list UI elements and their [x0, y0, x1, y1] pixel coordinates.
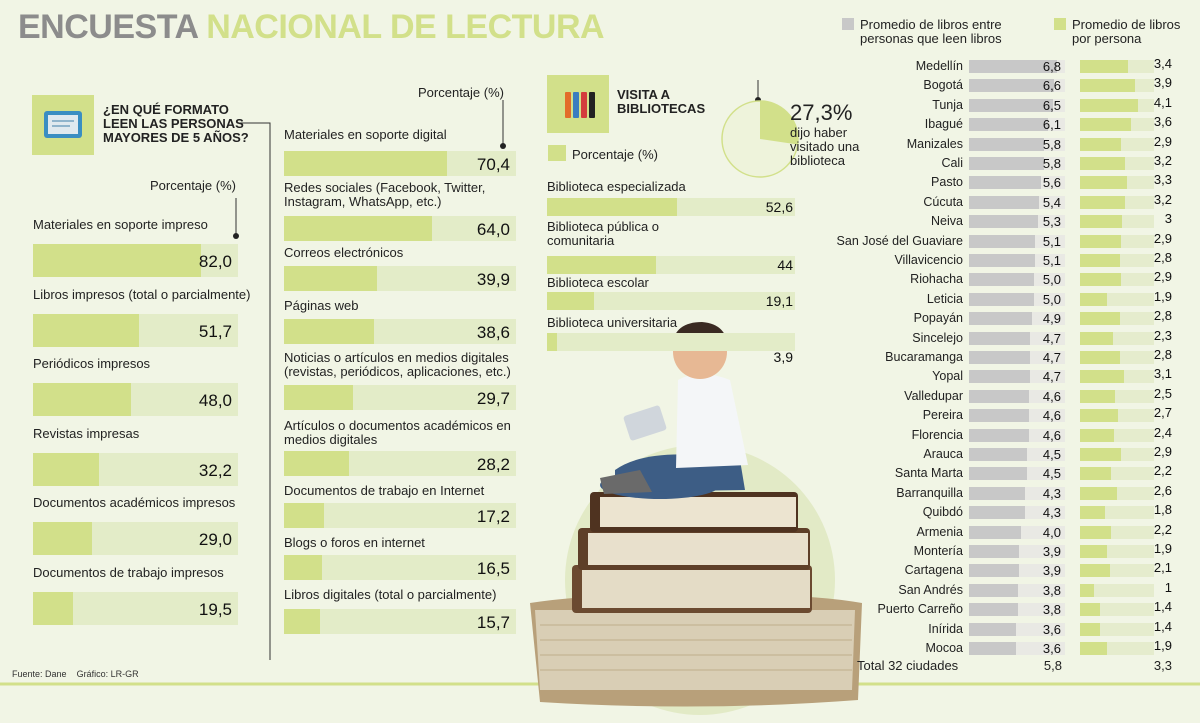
formato-value-label: 32,2 [198, 460, 232, 480]
city-green-value: 3,9 [1153, 75, 1172, 91]
city-gray-bar [969, 603, 1018, 616]
city-green-bar [1080, 351, 1120, 364]
city-label: Bucaramanga [885, 350, 963, 364]
city-gray-value: 5,0 [1042, 272, 1061, 288]
city-green-value: 3,1 [1153, 366, 1172, 382]
city-label: Florencia [911, 427, 963, 442]
city-green-value: 2,2 [1153, 521, 1172, 537]
city-green-bar [1080, 138, 1121, 151]
digital-category-label: Libros digitales (total o parcialmente) [284, 587, 497, 602]
biblioteca-bar [547, 256, 656, 274]
city-green-value: 2,2 [1153, 463, 1172, 479]
city-label: Barranquilla [896, 485, 963, 500]
digital-value-label: 15,7 [476, 613, 510, 632]
city-gray-bar [969, 584, 1018, 597]
city-gray-value: 5,0 [1042, 291, 1061, 307]
digital-bar-track [284, 503, 516, 528]
biblioteca-category-label: Biblioteca especializada [547, 179, 686, 194]
city-green-bar [1080, 603, 1100, 616]
source-label: Fuente: Dane [12, 669, 67, 679]
digital-value-label: 16,5 [476, 559, 510, 578]
city-gray-bar [969, 545, 1019, 558]
city-green-bar [1080, 487, 1117, 500]
biblioteca-value-label: 19,1 [765, 293, 793, 309]
city-gray-value: 3,8 [1042, 602, 1061, 618]
city-green-value: 1,4 [1153, 618, 1172, 634]
digital-value-label: 70,4 [476, 155, 510, 174]
page-title [18, 8, 604, 47]
digital-value-label: 38,6 [476, 323, 510, 342]
city-label: Pasto [931, 175, 963, 190]
city-gray-value: 3,9 [1042, 544, 1061, 559]
city-green-bar [1080, 176, 1127, 189]
formato-bar-track [33, 383, 238, 416]
city-green-bar [1080, 157, 1125, 170]
city-label: Sincelejo [912, 330, 963, 345]
city-green-value: 2,9 [1153, 133, 1172, 149]
formato-bar [33, 383, 131, 416]
city-green-bar [1080, 429, 1114, 442]
city-gray-value: 4,9 [1042, 311, 1061, 327]
city-label: Bogotá [923, 78, 963, 93]
city-label: San Andrés [898, 582, 963, 597]
total-gray-value: 5,8 [1043, 658, 1062, 673]
city-label: Puerto Carreño [877, 602, 963, 617]
city-green-value: 3,4 [1153, 56, 1172, 71]
formato-category-label: Documentos académicos impresos [33, 495, 236, 510]
city-label: Medellín [915, 59, 963, 73]
city-green-value: 3,2 [1153, 153, 1172, 168]
digital-unit-label: Porcentaje (%) [418, 85, 504, 100]
formato-bar [33, 592, 73, 625]
formato-icon-box [32, 95, 94, 155]
books-icon [547, 75, 609, 133]
city-gray-value: 5,1 [1042, 253, 1061, 268]
formato-bar [33, 244, 201, 277]
formato-unit-label: Porcentaje (%) [150, 178, 236, 193]
city-label: Cúcuta [923, 194, 963, 209]
city-gray-value: 6,5 [1042, 97, 1061, 113]
city-label: Leticia [926, 291, 963, 306]
city-green-bar [1080, 564, 1110, 577]
city-green-value: 2,4 [1153, 424, 1172, 440]
city-green-value: 2,7 [1153, 405, 1172, 421]
city-label: Inírida [928, 621, 963, 636]
city-label: Arauca [923, 447, 963, 461]
digital-bar [284, 319, 374, 344]
city-label: Montería [913, 544, 963, 558]
city-gray-value: 3,8 [1042, 582, 1061, 598]
city-green-bar [1080, 60, 1128, 73]
city-label: Neiva [931, 214, 963, 229]
city-green-value: 2,9 [1153, 269, 1172, 285]
city-green-value: 2,3 [1153, 327, 1172, 343]
formato-value-label: 82,0 [198, 252, 232, 271]
city-green-bar [1080, 390, 1115, 403]
biblioteca-category-label: Biblioteca escolar [547, 275, 649, 290]
city-gray-bar [969, 564, 1019, 577]
city-gray-value: 3,6 [1042, 641, 1061, 656]
digital-value-label: 17,2 [476, 507, 510, 526]
city-gray-value: 4,6 [1042, 388, 1061, 404]
city-green-value: 1,9 [1153, 288, 1172, 304]
city-label: Quibdó [922, 505, 963, 520]
digital-bar-track [284, 555, 516, 580]
city-gray-bar [969, 642, 1016, 655]
formato-bar-track [33, 244, 238, 277]
city-green-bar [1080, 584, 1094, 597]
city-green-bar [1080, 235, 1121, 248]
bibliotecas-title: VISITA A BIBLIOTECAS [617, 87, 706, 116]
city-green-value: 2,6 [1153, 482, 1172, 498]
digital-value-label: 39,9 [476, 270, 510, 289]
biblioteca-bar [547, 333, 557, 351]
legend-swatch-gray [842, 18, 854, 30]
digital-bar [284, 555, 322, 580]
city-gray-value: 4,6 [1042, 408, 1061, 424]
city-green-value: 1,8 [1153, 502, 1172, 518]
city-gray-value: 5,4 [1042, 194, 1061, 210]
city-gray-bar [969, 526, 1021, 539]
city-green-bar [1080, 642, 1107, 655]
title-part2: NACIONAL DE LECTURA [206, 8, 605, 46]
city-green-bar [1080, 196, 1125, 209]
digital-category-label: Páginas web [284, 298, 359, 313]
digital-bar [284, 451, 349, 476]
city-label: Pereira [922, 408, 963, 423]
legend-label-gray: Promedio de libros entre personas que leen libros [860, 17, 1002, 46]
digital-bar [284, 266, 377, 291]
city-green-value: 2,8 [1153, 347, 1172, 362]
formato-category-label: Documentos de trabajo impresos [33, 564, 224, 580]
city-green-value: 1,4 [1153, 599, 1172, 615]
digital-bar [284, 503, 324, 528]
city-gray-value: 6,8 [1042, 59, 1061, 74]
city-gray-value: 3,6 [1042, 621, 1061, 637]
formato-value-label: 48,0 [198, 391, 232, 410]
biblioteca-category-label: Biblioteca universitaria [547, 315, 678, 330]
city-green-value: 2,5 [1153, 385, 1172, 401]
city-green-value: 4,1 [1153, 94, 1172, 110]
formato-bar [33, 522, 92, 555]
city-gray-value: 4,3 [1042, 505, 1061, 521]
biblioteca-bar [547, 198, 677, 216]
city-label: Valledupar [904, 388, 963, 403]
city-green-value: 2,9 [1153, 230, 1172, 246]
city-green-bar [1080, 448, 1121, 461]
formato-category-label: Materiales en soporte impreso [33, 217, 208, 232]
city-green-bar [1080, 79, 1135, 92]
digital-bar-track [284, 216, 516, 241]
city-green-bar [1080, 312, 1120, 325]
city-gray-value: 5,6 [1042, 175, 1061, 191]
city-label: Popayán [913, 311, 963, 326]
formato-bar-track [33, 592, 238, 625]
city-green-bar [1080, 370, 1124, 383]
title-part1: ENCUESTA [18, 8, 198, 46]
city-label: Tunja [932, 97, 963, 112]
bibliotecas-icon-box [547, 75, 609, 133]
city-gray-value: 5,8 [1042, 156, 1061, 171]
digital-bar-track [284, 319, 516, 344]
city-green-bar [1080, 215, 1122, 228]
credit-label: Gráfico: LR-GR [76, 669, 139, 679]
city-gray-value: 6,6 [1042, 78, 1061, 94]
pie-annotation: dijo haber visitado una biblioteca [790, 125, 860, 168]
formato-bar [33, 314, 139, 347]
biblioteca-value-label: 3,9 [773, 349, 793, 365]
city-green-value: 2,9 [1153, 444, 1172, 459]
city-green-bar [1080, 254, 1120, 267]
city-gray-bar [969, 623, 1016, 636]
source-credit [12, 669, 139, 679]
pie-value-label: 27,3% [790, 100, 853, 125]
digital-bar-track [284, 151, 516, 176]
tablet-icon [32, 95, 94, 155]
city-label: Manizales [906, 136, 963, 151]
formato-bar-track [33, 522, 238, 555]
digital-bar [284, 385, 353, 410]
biblioteca-bar [547, 292, 594, 310]
legend-label-green: Promedio de libros por persona [1072, 17, 1181, 46]
digital-category-label: Blogs o foros en internet [284, 535, 425, 550]
digital-category-label: Redes sociales (Facebook, Twitter, Instagram, WhatsApp, etc.) [284, 180, 486, 209]
city-gray-value: 4,5 [1042, 466, 1061, 482]
city-gray-value: 3,9 [1042, 563, 1061, 579]
formato-bar [33, 453, 99, 486]
formato-category-label: Revistas impresas [33, 425, 140, 441]
digital-value-label: 64,0 [476, 220, 510, 239]
city-green-bar [1080, 545, 1107, 558]
city-gray-value: 4,7 [1042, 330, 1061, 346]
digital-bar-track [284, 385, 516, 410]
digital-category-label: Materiales en soporte digital [284, 127, 447, 142]
city-gray-value: 4,5 [1042, 447, 1061, 462]
formato-category-label: Periódicos impresos [33, 356, 151, 371]
legend-swatch-green [1054, 18, 1066, 30]
digital-bar-track [284, 609, 516, 634]
digital-bar [284, 216, 432, 241]
city-green-bar [1080, 409, 1118, 422]
digital-value-label: 28,2 [476, 455, 510, 474]
city-gray-value: 5,3 [1042, 214, 1061, 230]
formato-value-label: 19,5 [198, 599, 232, 619]
biblioteca-value-label: 52,6 [765, 199, 793, 215]
city-green-value: 1,9 [1153, 638, 1172, 653]
total-green-value: 3,3 [1153, 658, 1172, 673]
city-green-value: 3 [1164, 211, 1172, 227]
city-green-bar [1080, 506, 1105, 519]
city-label: Riohacha [910, 272, 963, 287]
city-gray-value: 5,1 [1042, 233, 1061, 249]
digital-category-label: Artículos o documentos académicos en medios digitales [284, 418, 511, 447]
city-label: Ibagué [924, 117, 963, 132]
city-gray-value: 6,1 [1042, 117, 1061, 133]
city-green-value: 1,9 [1153, 541, 1172, 556]
biblioteca-category-label: Biblioteca pública o comunitaria [547, 219, 660, 248]
digital-bar [284, 151, 447, 176]
city-gray-value: 4,3 [1042, 485, 1061, 501]
digital-bar-track [284, 266, 516, 291]
city-green-value: 2,1 [1153, 560, 1172, 576]
city-gray-value: 4,7 [1042, 350, 1061, 365]
city-label: Armenia [916, 524, 963, 539]
digital-value-label: 29,7 [476, 389, 510, 408]
city-green-bar [1080, 293, 1107, 306]
total-label: Total 32 ciudades [857, 658, 959, 673]
bibliotecas-unit-label: Porcentaje (%) [572, 147, 658, 162]
digital-bar-track [284, 451, 516, 476]
city-label: San José del Guaviare [836, 233, 963, 248]
formato-bar-track [33, 314, 238, 347]
city-label: Mocoa [925, 641, 963, 655]
city-green-bar [1080, 273, 1121, 286]
bibliotecas-legend-swatch [548, 145, 566, 161]
city-green-value: 3,2 [1153, 191, 1172, 207]
city-label: Yopal [932, 369, 963, 384]
formato-category-label: Libros impresos (total o parcialmente) [33, 286, 251, 302]
city-green-value: 3,3 [1153, 172, 1172, 188]
city-green-value: 3,6 [1153, 114, 1172, 130]
city-label: Cali [941, 156, 963, 170]
formato-value-label: 29,0 [198, 530, 232, 549]
digital-category-label: Noticias o artículos en medios digitales (revistas, periódicos, aplicaciones, etc.) [284, 350, 511, 379]
city-green-value: 2,8 [1153, 308, 1172, 324]
formato-value-label: 51,7 [198, 321, 232, 341]
city-green-bar [1080, 623, 1100, 636]
city-green-value: 1 [1164, 579, 1172, 595]
city-label: Santa Marta [894, 466, 963, 481]
city-green-bar [1080, 526, 1111, 539]
city-label: Villavicencio [894, 253, 963, 267]
city-green-value: 2,8 [1153, 250, 1172, 265]
city-green-bar [1080, 467, 1111, 480]
digital-bar [284, 609, 320, 634]
biblioteca-value-label: 44 [777, 257, 793, 273]
city-gray-value: 5,8 [1042, 136, 1061, 152]
city-gray-value: 4,7 [1042, 369, 1061, 385]
formato-title: ¿EN QUÉ FORMATO LEEN LAS PERSONAS MAYORES DE 5 AÑOS? [103, 102, 249, 145]
digital-category-label: Correos electrónicos [284, 245, 404, 260]
city-label: Cartagena [904, 563, 963, 578]
digital-category-label: Documentos de trabajo en Internet [284, 483, 485, 498]
formato-bar-track [33, 453, 238, 486]
city-green-bar [1080, 118, 1131, 131]
city-green-bar [1080, 332, 1113, 345]
city-gray-value: 4,0 [1042, 524, 1061, 540]
city-gray-value: 4,6 [1042, 427, 1061, 443]
pie-chart [722, 101, 798, 177]
